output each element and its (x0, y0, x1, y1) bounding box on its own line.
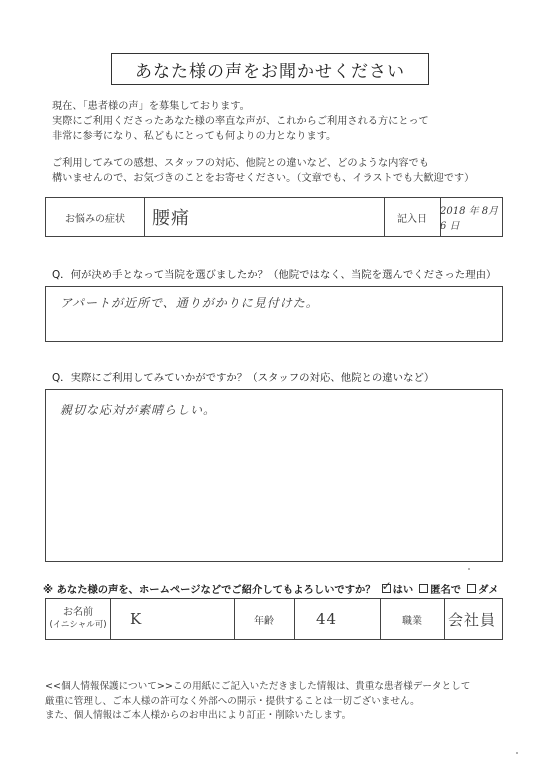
consent-option-yes[interactable] (382, 581, 414, 596)
symptom-value[interactable]: 腰痛 (152, 208, 190, 229)
intro-line: 構いませんので、お気づきのことをお寄せください。（文章でも、イラストでも大歓迎です） (52, 173, 475, 185)
scan-speck (468, 568, 470, 570)
page-title: あなた様の声をお聞かせください (111, 53, 429, 85)
job-value[interactable]: 会社員 (448, 610, 497, 629)
symptom-label: お悩みの症状 (65, 213, 125, 225)
name-label: お名前 (63, 607, 93, 618)
privacy-line: <<個人情報保護について>>この用紙にご記入いただきました情報は、貴重な患者様データとして (45, 681, 471, 692)
privacy-line: 厳重に管理し、ご本人様の許可なく外部への開示・提供することは一切ございません。 (45, 695, 420, 707)
checkbox-icon[interactable] (419, 584, 428, 593)
intro-paragraph-1 (52, 99, 429, 145)
answer-2-text: 親切な応対が素晴らしい。 (60, 403, 217, 417)
name-value[interactable]: K (130, 610, 143, 628)
consent-row (43, 581, 499, 596)
checkbox-icon[interactable] (467, 584, 476, 593)
intro-line: 現在、「患者様の声」を募集しております。 (52, 101, 250, 112)
intro-line: 実際にご利用くださったあなた様の率直な声が、これからご利用される方にとって (52, 116, 429, 128)
answer-box-2[interactable] (45, 389, 503, 562)
answer-box-1[interactable] (45, 286, 503, 342)
consent-yes-label: はい (392, 584, 414, 596)
intro-paragraph-2 (52, 156, 474, 186)
consent-anonymous-label: 匿名で (430, 584, 462, 596)
question-2: Q．実際にご利用してみていかがですか？（スタッフの対応、他院との違いなど） (52, 372, 435, 384)
intro-line: ご利用してみての感想、スタッフの対応、他院との違いなど、どのような内容でも (52, 158, 429, 169)
name-label-cell (46, 599, 110, 639)
intro-line: 非常に参考になり、私どもにとっても何よりの力となります。 (52, 131, 337, 143)
privacy-line: また、個人情報はご本人様からのお申出により訂正・削除いたします。 (45, 710, 352, 722)
date-label: 記入日 (397, 213, 427, 225)
symptom-row (45, 197, 503, 237)
profile-row (45, 598, 503, 640)
scan-speck (516, 752, 518, 754)
date-value[interactable]: 2018 年 8月 6 日 (440, 206, 499, 232)
consent-option-anonymous[interactable] (419, 581, 461, 596)
consent-option-no[interactable] (467, 581, 499, 596)
age-label: 年齢 (254, 615, 274, 627)
answer-1-text: アパートが近所で、通りがかりに見付けた。 (60, 296, 319, 310)
job-label: 職業 (402, 615, 422, 627)
consent-no-label: ダメ (478, 584, 499, 596)
checkbox-checked-icon[interactable] (382, 584, 391, 593)
privacy-notice (45, 680, 470, 724)
age-value[interactable]: 44 (316, 610, 338, 628)
consent-question: ※ あなた様の声を、ホームページなどでご紹介してもよろしいですか？ (43, 584, 376, 596)
name-sub-label: (イニシャル可) (49, 620, 107, 630)
question-1: Q．何が決め手となって当院を選びましたか？（他院ではなく、当院を選んでくださった理由） (52, 269, 497, 281)
